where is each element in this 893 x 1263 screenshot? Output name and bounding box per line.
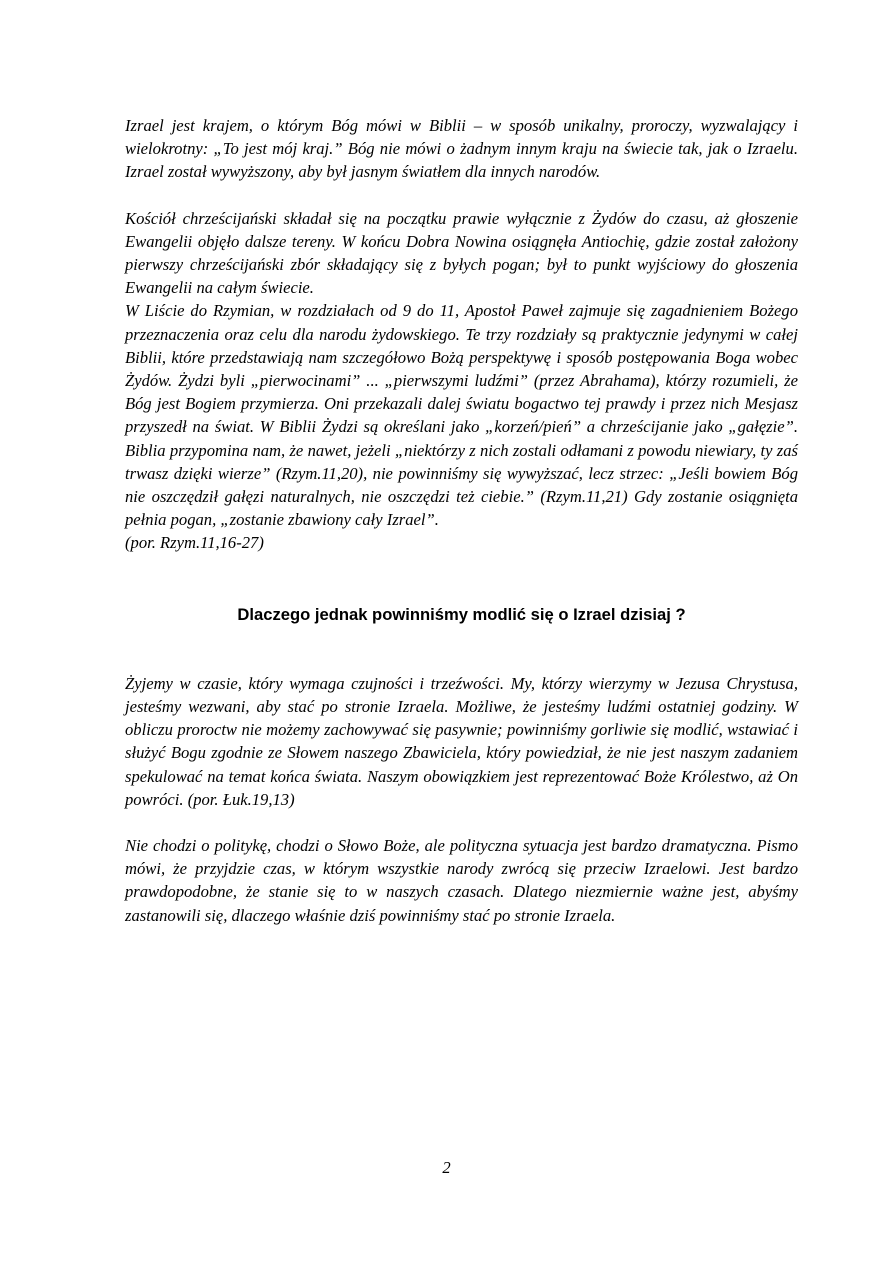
paragraph-israel-unique: Izrael jest krajem, o którym Bóg mówi w Biblii – w sposób unikalny, proroczy, wyzwalający i wielokrotny: „To jest mój kraj.” Bóg nie mówi o żadnym innym kraju na świecie tak, jak o Izraelu. Izrael został wywyższony, aby był jasnym światłem dla innych narodów. bbox=[125, 116, 798, 182]
page-number: 2 bbox=[442, 1158, 451, 1177]
paragraph-reference: (por. Rzym.11,16-27) bbox=[125, 533, 264, 553]
paragraph-politics: Nie chodzi o politykę, chodzi o Słowo Boże, ale polityczna sytuacja jest bardzo dramatyczna. Pismo mówi, że przyjdzie czas, w którym wszystkie narody zwrócą się przeciw Izraelowi. Jest bardzo prawdopodobne, że stanie się to w naszych czasach. Dlatego niezmiernie ważne jest, abyśmy zastanowili się, dlaczego właśnie dziś powinniśmy stać po stronie Izraela. bbox=[125, 836, 798, 925]
paragraph-romans: W Liście do Rzymian, w rozdziałach od 9 do 11, Apostoł Paweł zajmuje się zagadnieniem Bożego przeznaczenia oraz celu dla narodu żydowskiego. Te trzy rozdziały są praktycznie jedynymi w całej Biblii, które przedstawiają nam szczegółowo Bożą perspektywę i sposób postępowania Boga wobec Żydów. Żydzi byli „pierwocinami” ... „pierwszymi ludźmi” (przez Abrahama), którzy rozumieli, że Bóg jest Bogiem przymierza. Oni przekazali dalej światu bogactwo tej prawdy i przez nich Mesjasz przyszedł na świat. W Biblii Żydzi są określani jako „korzeń/pień” a chrześcijanie jako „gałęzie”. Biblia przypomina nam, że nawet, jeżeli „niektórzy z nich zostali odłamani z powodu niewiary, ty zaś trwasz dzięki wierze” (Rzym.11,20), nie powinniśmy się wywyższać, lecz strzec: „Jeśli bowiem Bóg nie oszczędził gałęzi naturalnych, nie oszczędzi też ciebie.” (Rzym.11,21) Gdy zostanie osiągnięta pełnia pogan, „zostanie zbawiony cały Izrael”. bbox=[125, 301, 798, 530]
paragraph-church-beginnings: Kościół chrześcijański składał się na początku prawie wyłącznie z Żydów do czasu, aż głoszenie Ewangelii objęło dalsze tereny. W końcu Dobra Nowina osiągnęła Antiochię, gdzie został założony pierwszy chrześcijański zbór składający się z byłych pogan; był to punkt wyjściowy do głoszenia Ewangelii na całym świecie. bbox=[125, 208, 798, 298]
paragraph-vigilance: Żyjemy w czasie, który wymaga czujności i trzeźwości. My, którzy wierzymy w Jezusa Chrystusa, jesteśmy wezwani, aby stać po stronie Izraela. Możliwe, że jesteśmy ludźmi ostatniej godziny. W obliczu proroctw nie możemy zachowywać się pasywnie; powinniśmy gorliwie się modlić, wstawiać i służyć Bogu zgodnie ze Słowem naszego Zbawiciela, który powiedział, że nie jest naszym zadaniem spekulować na temat końca świata. Naszym obowiązkiem jest reprezentować Boże Królestwo, aż On powróci. (por. Łuk.19,13) bbox=[125, 673, 798, 809]
page-content bbox=[125, 114, 798, 927]
section-heading: Dlaczego jednak powinniśmy modlić się o Izrael dzisiaj ? bbox=[237, 604, 686, 624]
